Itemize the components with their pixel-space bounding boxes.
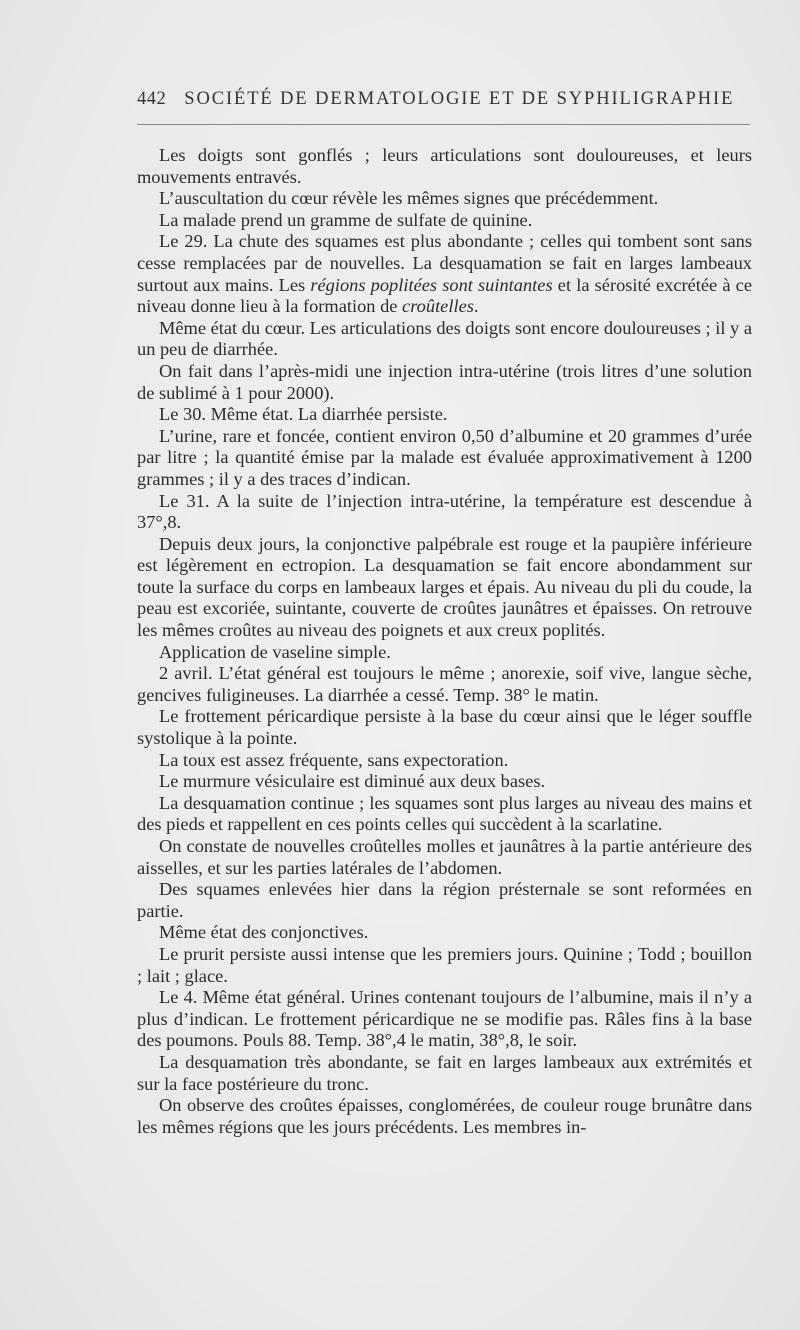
paragraph: Depuis deux jours, la conjonctive palpébrale est rouge et la paupière inférieure est légèrement en ectropion. La desquamation se fait encore abondamment sur toute la surface du corps en lambeaux larges et épais. Au niveau du pli du coude, la peau est excoriée, suintante, couverte de croûtes jaunâtres et épaisses. On retrouve les mêmes croûtes au niveau des poignets et aux creux poplités. [137, 533, 752, 641]
page-number: 442 [137, 89, 167, 109]
paragraph: On constate de nouvelles croûtelles molles et jaunâtres à la partie antérieure des aisselles, et sur les parties latérales de l’abdomen. [137, 836, 752, 878]
running-header [137, 89, 755, 110]
paragraph: Les doigts sont gonflés ; leurs articulations sont douloureuses, et leurs mouvements entravés. [137, 145, 752, 187]
paragraph: Le 31. A la suite de l’injection intra-utérine, la température est descendue à 37°,8. [137, 490, 752, 533]
paragraph: Des squames enlevées hier dans la région présternale se sont reformées en partie. [137, 879, 752, 921]
text-run: et la sérosité excrétée à ce niveau donne lieu à la formation de [137, 274, 752, 317]
paragraph: Le murmure vésiculaire est diminué aux deux bases. [159, 771, 546, 792]
paragraph: Le 30. Même état. La diarrhée persiste. [159, 404, 448, 425]
paragraph: La desquamation très abondante, se fait en larges lambeaux aux extrémités et sur la face postérieure du tronc. [137, 1051, 752, 1094]
italic-run: régions poplitées sont suintantes [310, 274, 553, 295]
paragraph: L’auscultation du cœur révèle les mêmes signes que précédemment. [159, 188, 659, 209]
paragraph: Même état des conjonctives. [159, 922, 369, 943]
paragraph: Même état du cœur. Les articulations des doigts sont encore douloureuses ; il y a un peu de diarrhée. [137, 317, 752, 360]
paragraph: 2 avril. L’état général est toujours le même ; anorexie, soif vive, langue sèche, gencives fuligineuses. La diarrhée a cessé. Temp. 38° le matin. [137, 663, 752, 705]
paragraph: Le 4. Même état général. Urines contenant toujours de l’albumine, mais il n’y a plus d’indican. Le frottement péricardique ne se modifie pas. Râles fins à la base des poumons. Pouls 88. Temp. 38°,4 le matin, 38°,8, le soir. [137, 987, 752, 1051]
paragraph: La desquamation continue ; les squames sont plus larges au niveau des mains et des pieds et rappellent en ces points celles qui succèdent à la scarlatine. [137, 792, 752, 835]
paragraph: Le prurit persiste aussi intense que les premiers jours. Quinine ; Todd ; bouillon ; lait ; glace. [137, 943, 752, 986]
paragraph [137, 231, 752, 317]
paragraph: Application de vaseline simple. [159, 641, 391, 662]
italic-run: croûtelles [402, 296, 474, 317]
paragraph: Le frottement péricardique persiste à la base du cœur ainsi que le léger souffle systolique à la pointe. [137, 706, 752, 749]
text-run: Le 29. La chute des squames est plus abondante ; celles qui tombent sont sans cesse remplacées par de nouvelles. La desquamation se fait en larges lambeaux surtout aux mains. Les [137, 231, 752, 295]
paragraph: On fait dans l’après-midi une injection intra-utérine (trois litres d’une solution de sublimé à 1 pour 2000). [137, 360, 752, 403]
paragraph: On observe des croûtes épaisses, conglomérées, de couleur rouge brunâtre dans les mêmes régions que les jours précédents. Les membres in- [137, 1095, 752, 1137]
paragraph: La malade prend un gramme de sulfate de quinine. [159, 209, 533, 230]
header-rule [137, 124, 750, 125]
paragraph: La toux est assez fréquente, sans expectoration. [159, 749, 509, 770]
running-title: SOCIÉTÉ DE DERMATOLOGIE ET DE SYPHILIGRAPHIE [184, 89, 735, 109]
text-run: . [473, 296, 479, 317]
body-text [137, 145, 752, 1138]
paragraph: L’urine, rare et foncée, contient environ 0,50 d’albumine et 20 grammes d’urée par litre ; la quantité émise par la malade est évaluée approximativement à 1200 grammes ; il y a des traces d’indican. [137, 425, 752, 489]
